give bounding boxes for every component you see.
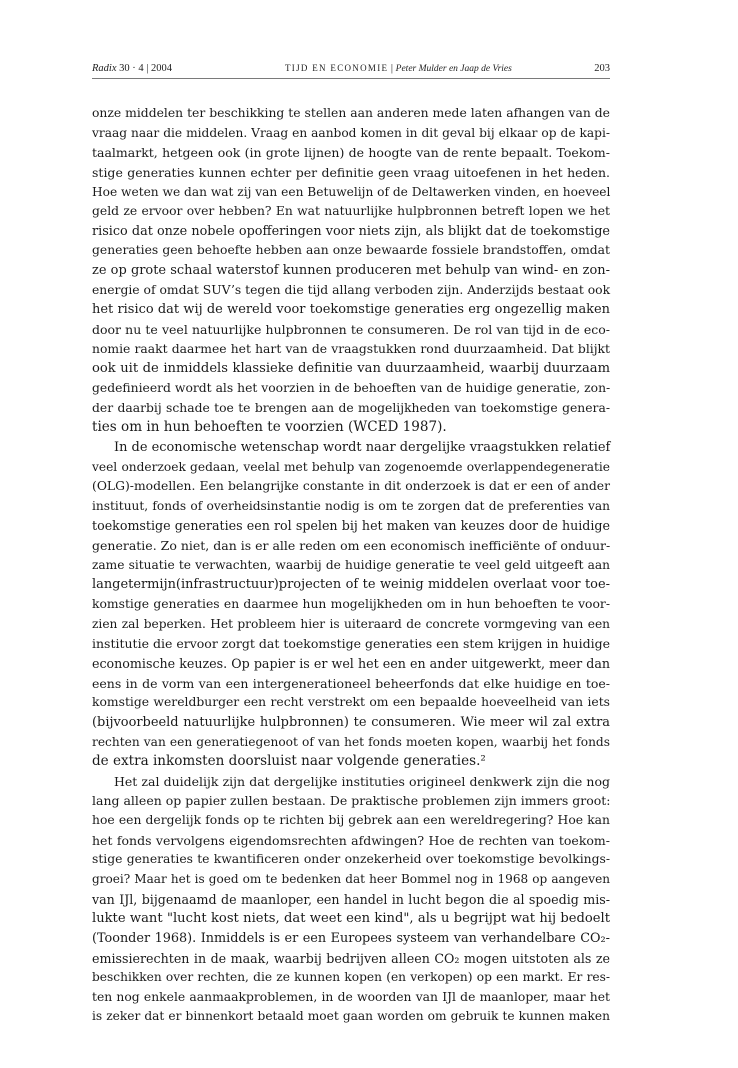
- text-line: langetermijn(infrastructuur)projecten of te weinig middelen overlaat voor toe-: [92, 577, 610, 593]
- text-line: (Toonder 1968). Inmiddels is er een Europees systeem van verhandelbare CO₂-: [92, 930, 610, 946]
- text-line: ze op grote schaal waterstof kunnen produceren met behulp van wind- en zon-: [92, 263, 610, 279]
- body-text: [92, 104, 610, 1027]
- text-line: onze middelen ter beschikking te stellen aan anderen mede laten afhangen van de: [92, 106, 610, 120]
- text-line: zien zal beperken. Het probleem hier is uiteraard de concrete vormgeving van een: [92, 616, 610, 631]
- text-line: ook uit de inmiddels klassieke definitie van duurzaamheid, waarbij duurzaam: [92, 361, 610, 377]
- section-info: [285, 63, 512, 74]
- text-line: taalmarkt, hetgeen ook (in grote lijnen) de hoogte van de rente bepaalt. Toekom-: [92, 145, 610, 161]
- text-line: Hoe weten we dan wat zij van een Betuwelijn of de Deltawerken vinden, en hoeveel: [92, 184, 611, 199]
- section-title: TIJD EN ECONOMIE: [285, 63, 389, 73]
- text-line: emissierechten in de maak, waarbij bedrijven alleen CO₂ mogen uitstoten als ze: [92, 950, 610, 966]
- text-line: eens in de vorm van een intergenerationeel beheerfonds dat elke huidige en toe-: [92, 675, 610, 691]
- header-separator: |: [390, 63, 394, 74]
- text-line: instituut, fonds of overheidsinstantie nodig is om te zorgen dat de preferenties van: [92, 498, 610, 513]
- running-header: [92, 60, 610, 79]
- text-line: geld ze ervoor over hebben? En wat natuurlijke hulpbronnen betreft lopen we het: [92, 204, 610, 219]
- text-line: van IJl, bijgenaamd de maanloper, een handel in lucht begon die al spoedig mis-: [92, 891, 610, 907]
- text-line: zame situatie te verwachten, waarbij de huidige generatie te veel geld uitgeeft aan: [92, 557, 610, 572]
- text-line: komstige generaties en daarmee hun mogelijkheden om in hun behoeften te voor-: [92, 597, 610, 612]
- text-line: veel onderzoek gedaan, veelal met behulp van zogenoemde overlappendegeneratie: [92, 459, 610, 474]
- text-line: generatie. Zo niet, dan is er alle reden om een economisch inefficiënte of onduur-: [92, 538, 611, 554]
- text-line: ties om in hun behoeften te voorzien (WCED 1987).: [92, 419, 447, 436]
- text-line: beschikken over rechten, die ze kunnen kopen (en verkopen) op een markt. Er res-: [92, 970, 610, 985]
- text-line: (bijvoorbeeld natuurlijke hulpbronnen) te consumeren. Wie meer wil zal extra: [92, 714, 610, 730]
- text-line: het fonds vervolgens eigendomsrechten afdwingen? Hoe de rechten van toekom-: [92, 832, 610, 848]
- text-line: rechten van een generatiegenoot of van het fonds moeten kopen, waarbij het fonds: [92, 734, 610, 749]
- journal-issue: 30 · 4 | 2004: [119, 63, 172, 74]
- text-line: gedefinieerd wordt als het voorzien in de behoeften van de huidige generatie, zon-: [92, 380, 611, 395]
- text-line: generaties geen behoefte hebben aan onze bewaarde fossiele brandstoffen, omdat: [92, 243, 610, 258]
- text-line: risico dat onze nobele opofferingen voor niets zijn, als blijkt dat de toekomstige: [92, 223, 610, 239]
- article-authors: Peter Mulder en Jaap de Vries: [395, 64, 512, 74]
- text-line: In de economische wetenschap wordt naar dergelijke vraagstukken relatief: [114, 439, 611, 455]
- text-line: Het zal duidelijk zijn dat dergelijke instituties origineel denkwerk zijn die nog: [114, 773, 610, 789]
- text-line: stige generaties kunnen echter per definitie geen vraag uitoefenen in het heden.: [92, 164, 610, 180]
- text-line: lang alleen op papier zullen bestaan. De praktische problemen zijn immers groot:: [92, 793, 611, 809]
- text-line: door nu te veel natuurlijke hulpbronnen te consumeren. De rol van tijd in de eco-: [92, 322, 610, 338]
- text-line: vraag naar die middelen. Vraag en aanbod komen in dit geval bij elkaar op de kapi-: [92, 125, 610, 140]
- text-line: het risico dat wij de wereld voor toekomstige generaties erg ongezellig maken: [92, 302, 610, 318]
- text-line: lukte want "lucht kost niets, dat weet een kind", als u begrijpt wat hij bedoelt: [92, 911, 610, 927]
- text-line: nomie raakt daarmee het hart van de vraagstukken rond duurzaamheid. Dat blijkt: [92, 341, 610, 356]
- text-line: stige generaties te kwantificeren onder onzekerheid over toekomstige bevolkings-: [92, 852, 610, 867]
- text-line: hoe een dergelijk fonds op te richten bij gebrek aan een wereldregering? Hoe kan: [92, 813, 610, 828]
- page-number: 203: [594, 63, 610, 74]
- text-line: is zeker dat er binnenkort betaald moet gaan worden om gebruik te kunnen maken: [92, 1009, 610, 1024]
- text-line: toekomstige generaties een rol spelen bij het maken van keuzes door de huidige: [92, 518, 610, 534]
- text-line: komstige wereldburger een recht verstrekt om een bepaalde hoeveelheid van iets: [92, 695, 610, 710]
- text-line: der daarbij schade toe te brengen aan de mogelijkheden van toekomstige genera-: [92, 400, 610, 415]
- text-line: ten nog enkele aanmaakproblemen, in de woorden van IJl de maanloper, maar het: [92, 989, 610, 1004]
- text-line: energie of omdat SUV’s tegen die tijd allang verboden zijn. Anderzijds bestaat ook: [92, 282, 611, 297]
- text-line: de extra inkomsten doorsluist naar volgende generaties.²: [92, 753, 486, 770]
- journal-info: [92, 63, 172, 74]
- text-line: groei? Maar het is goed om te bedenken dat heer Bommel nog in 1968 op aangeven: [92, 871, 610, 886]
- text-line: institutie die ervoor zorgt dat toekomstige generaties een stem krijgen in huidige: [92, 636, 610, 652]
- text-line: (OLG)-modellen. Een belangrijke constante in dit onderzoek is dat er een of ander: [92, 479, 610, 494]
- text-line: economische keuzes. Op papier is er wel het een en ander uitgewerkt, meer dan: [92, 655, 610, 671]
- journal-name: Radix: [92, 63, 117, 74]
